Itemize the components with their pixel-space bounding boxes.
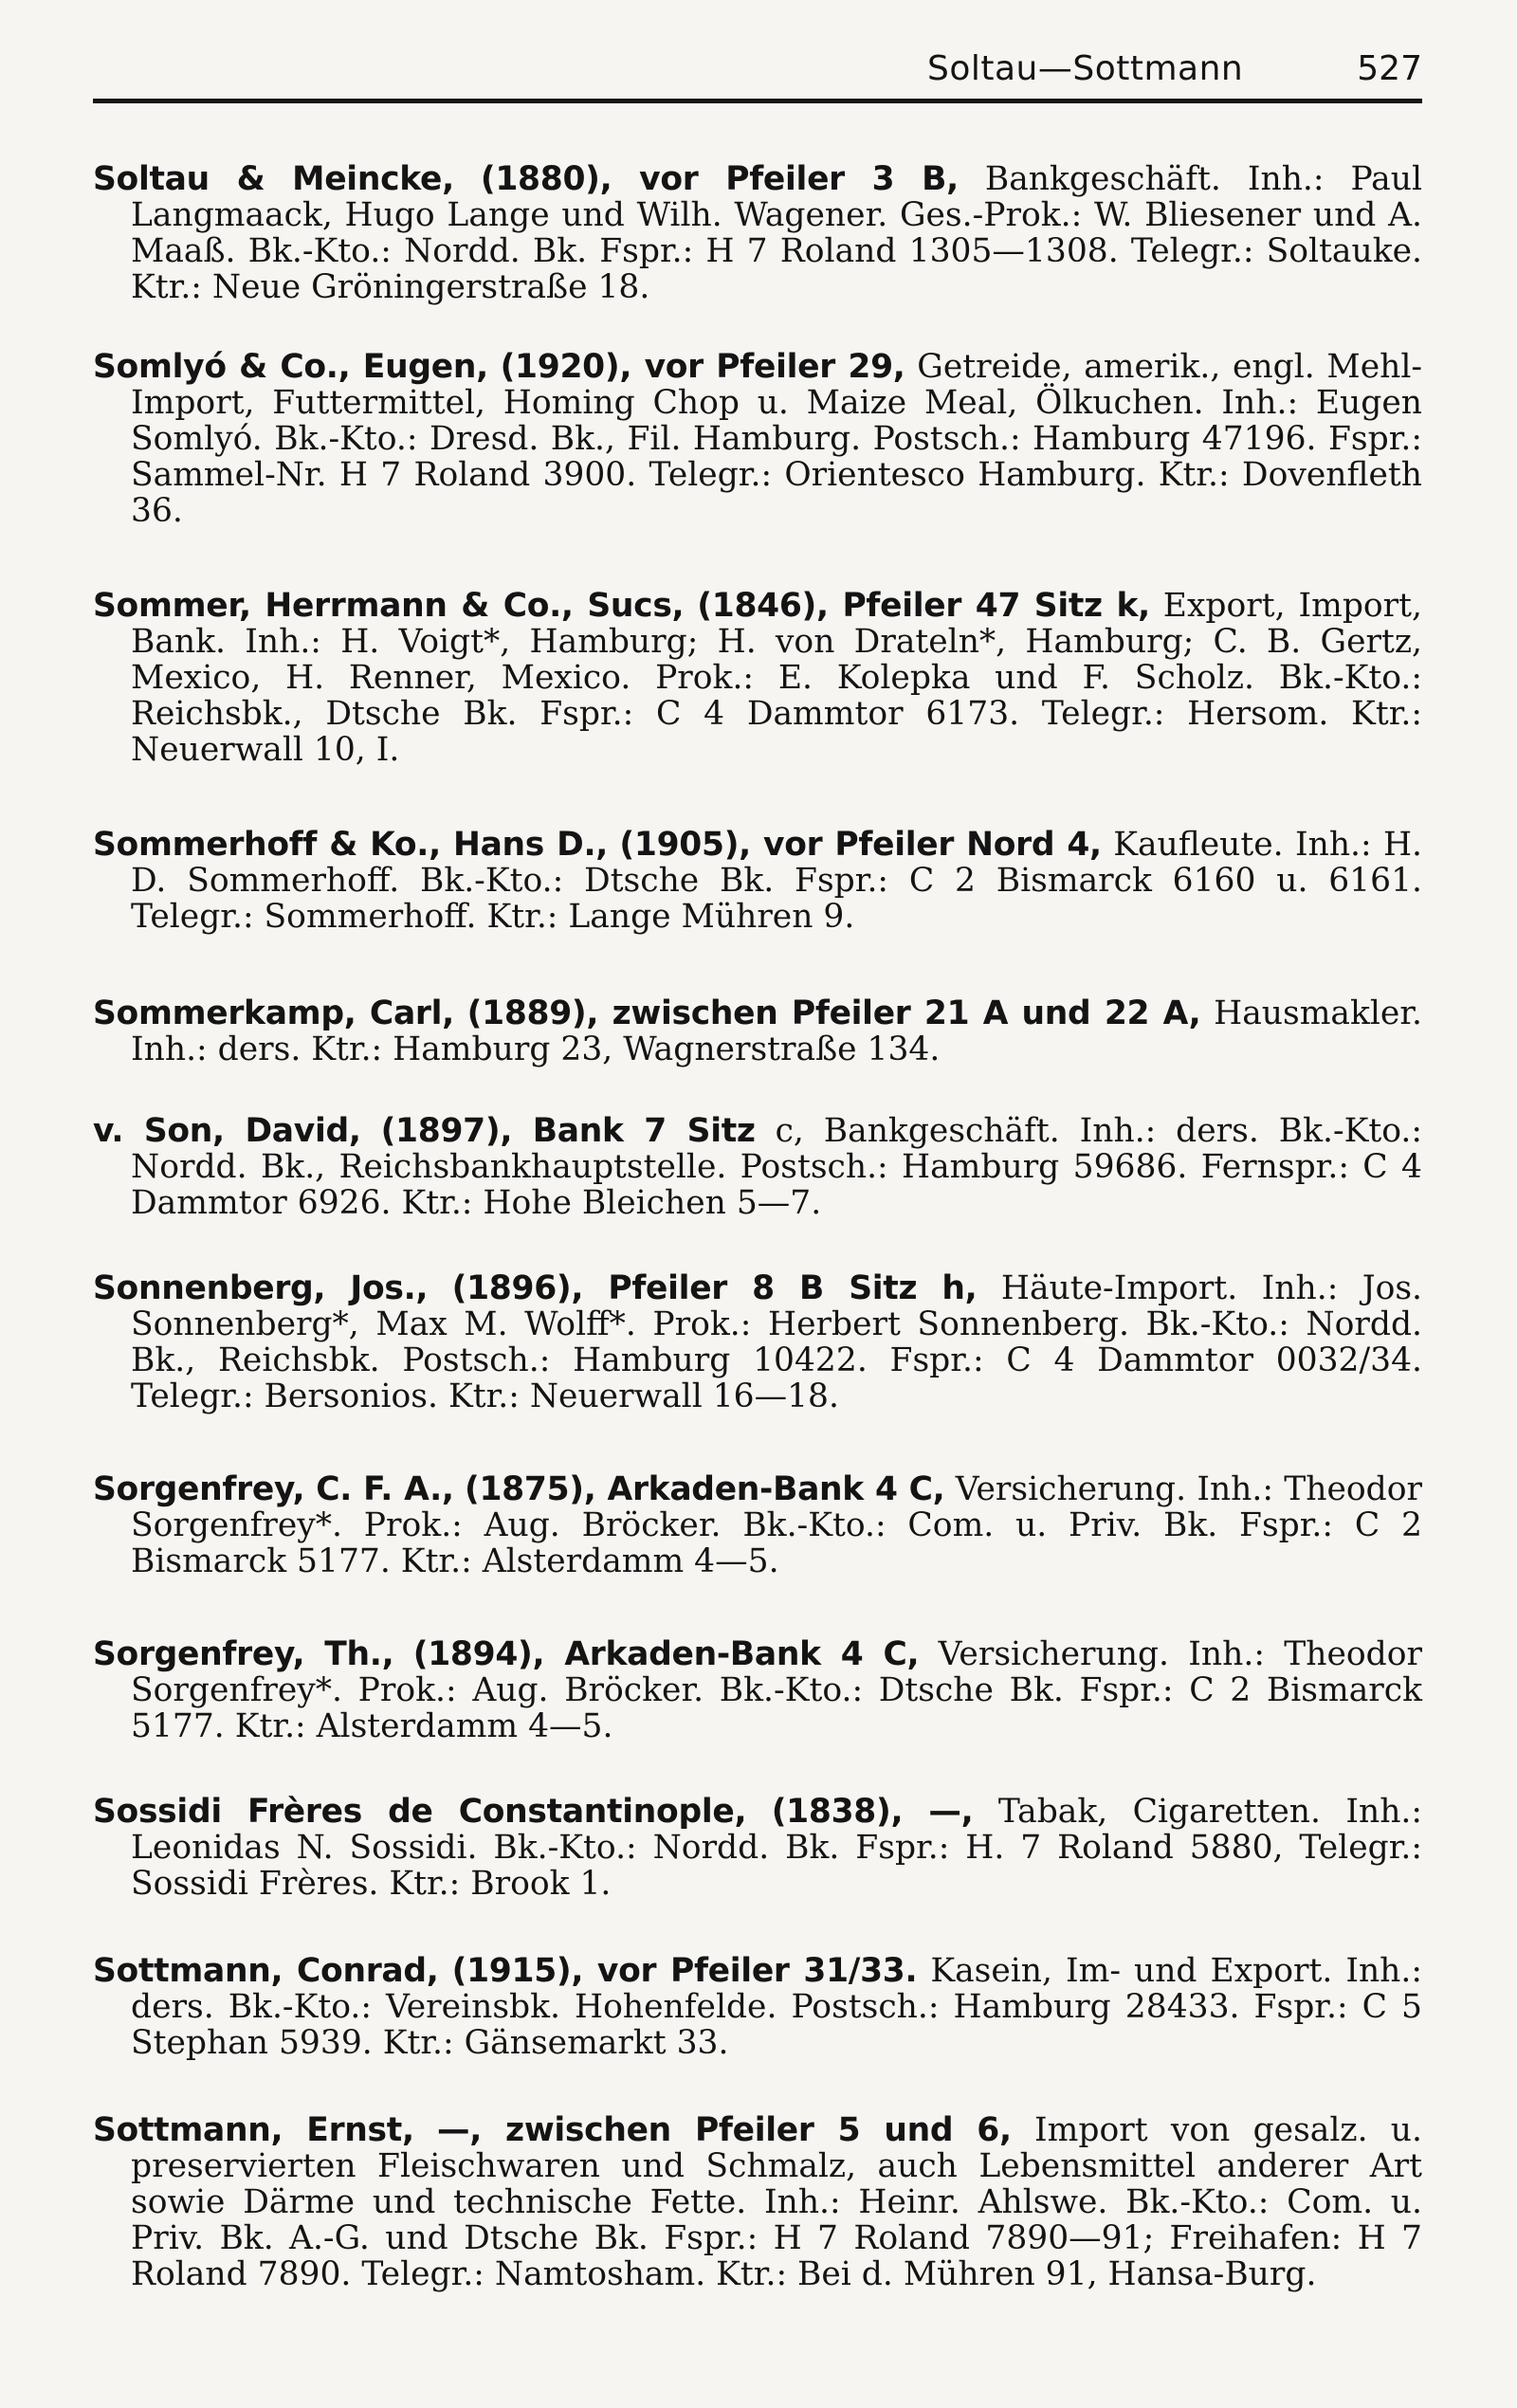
directory-entry — [93, 1636, 1422, 1744]
entry-name: Sommerhoff & Ko., Hans D., — [93, 826, 609, 864]
entry-location: (1880), vor Pfeiler 3 B, — [480, 160, 959, 198]
entry-name: Sonnenberg, Jos., — [93, 1269, 429, 1307]
entry-details: Tabak, Cigaretten. Inh.: Leonidas N. Sossidi. Bk.-Kto.: Nordd. Bk. Fspr.: H. 7 Roland 5880, Telegr.: Sossidi Frères. Ktr.: Brook 1. — [131, 1793, 1423, 1903]
directory-entry — [93, 349, 1422, 529]
header-rule — [93, 99, 1422, 103]
entry-details: Versicherung. Inh.: Theodor Sorgenfrey*. Prok.: Aug. Bröcker. Bk.-Kto.: Dtsche Bk. Fspr.: C 2 Bismarck 5177. Ktr.: Alsterdamm 4—5. — [131, 1635, 1423, 1745]
entry-name: Sossidi Frères de Constantinople, — [93, 1793, 747, 1831]
entry-details: Bankgeschäft. Inh.: Paul Langmaack, Hugo Lange und Wilh. Wagener. Ges.-Prok.: W. Bliesener und A. Maaß. Bk.-Kto.: Nordd. Bk. Fspr.: H 7 Roland 1305—1308. Telegr.: Soltauke. Ktr.: Neue Gröningerstraße 18. — [131, 160, 1422, 306]
entry-details: Häute-Import. Inh.: Jos. Sonnenberg*, Max M. Wolff*. Prok.: Herbert Sonnenberg. Bk.-Kto.: Nordd. Bk., Reichsbk. Postsch.: Hamburg 10422. Fspr.: C 4 Dammtor 0032/34. Telegr.: Bersonios. Ktr.: Neuerwall 16—18. — [131, 1269, 1423, 1415]
page-number: 527 — [1357, 49, 1422, 88]
entry-location: (1915), vor Pfeiler 31/33. — [451, 1952, 918, 1990]
entry-name: Sorgenfrey, C. F. A., — [93, 1470, 454, 1508]
entry-name: v. Son, David, — [93, 1112, 361, 1150]
entry-details: c, Bankgeschäft. Inh.: ders. Bk.-Kto.: Nordd. Bk., Reichsbankhauptstelle. Postsch.: Hamburg 59686. Fernspr.: C 4 Dammtor 6926. Ktr.: Hohe Bleichen 5—7. — [131, 1112, 1423, 1222]
entry-location: (1889), zwischen Pfeiler 21 A und 22 A, — [466, 994, 1201, 1032]
entry-location: (1905), vor Pfeiler Nord 4, — [619, 826, 1102, 864]
directory-entry — [93, 1953, 1422, 2061]
entry-details: Kasein, Im- und Export. Inh.: ders. Bk.-Kto.: Vereinsbk. Hohenfelde. Postsch.: Hamburg 28433. Fspr.: C 5 Stephan 5939. Ktr.: Gänsemarkt 33. — [131, 1952, 1422, 2062]
entry-location: (1894), Arkaden-Bank 4 C, — [412, 1635, 920, 1673]
directory-entry — [93, 827, 1422, 935]
entry-name: Somlyó & Co., Eugen, — [93, 348, 488, 386]
entry-location: (1838), —, — [771, 1793, 974, 1831]
entry-details: Getreide, amerik., engl. Mehl-Import, Futtermittel, Homing Chop u. Maize Meal, Ölkuchen. Inh.: Eugen Somlyó. Bk.-Kto.: Dresd. Bk., Fil. Hamburg. Postsch.: Hamburg 47196. Fspr.: Sammel-Nr. H 7 Roland 3900. Telegr.: Orientesco Hamburg. Ktr.: Dovenfleth 36. — [131, 348, 1423, 530]
entry-name: Sottmann, Ernst, — [93, 2111, 414, 2149]
entry-name: Sorgenfrey, Th., — [93, 1635, 394, 1673]
entry-name: Sommerkamp, Carl, — [93, 994, 454, 1032]
page-header — [93, 46, 1422, 102]
entry-location: (1897), Bank 7 Sitz — [380, 1112, 756, 1150]
entry-location: (1846), Pfeiler 47 Sitz k, — [697, 587, 1150, 625]
directory-entry — [93, 1794, 1422, 1902]
directory-entry — [93, 995, 1422, 1067]
entry-location: (1920), vor Pfeiler 29, — [500, 348, 905, 386]
directory-entry — [93, 588, 1422, 768]
entry-details: Import von gesalz. u. preservierten Fleischwaren und Schmalz, auch Lebensmittel anderer Art sowie Därme und technische Fette. Inh.: Heinr. Ahlswe. Bk.-Kto.: Com. u. Priv. Bk. A.-G. und Dtsche Bk. Fspr.: H 7 Roland 7890—91; Freihafen: H 7 Roland 7890. Telegr.: Namtosham. Ktr.: Bei d. Mühren 91, Hansa-Burg. — [131, 2111, 1422, 2293]
entry-location: (1875), Arkaden-Bank 4 C, — [465, 1470, 945, 1508]
directory-entry — [93, 1270, 1422, 1414]
running-head: Soltau—Sottmann — [927, 49, 1244, 88]
entry-details: Export, Import, Bank. Inh.: H. Voigt*, Hamburg; H. von Drateln*, Hamburg; C. B. Gertz, Mexico, H. Renner, Mexico. Prok.: E. Kolepka und F. Scholz. Bk.-Kto.: Reichsbk., Dtsche Bk. Fspr.: C 4 Dammtor 6173. Telegr.: Hersom. Ktr.: Neuerwall 10, I. — [131, 587, 1423, 769]
entry-details: Hausmakler. Inh.: ders. Ktr.: Hamburg 23, Wagnerstraße 134. — [131, 994, 1423, 1068]
directory-entry — [93, 1471, 1422, 1579]
entry-details: Versicherung. Inh.: Theodor Sorgenfrey*. Prok.: Aug. Bröcker. Bk.-Kto.: Com. u. Priv. Bk. Fspr.: C 2 Bismarck 5177. Ktr.: Alsterdamm 4—5. — [131, 1470, 1423, 1580]
entry-name: Soltau & Meincke, — [93, 160, 454, 198]
entry-location: —, zwischen Pfeiler 5 und 6, — [437, 2111, 1012, 2149]
entry-name: Sottmann, Conrad, — [93, 1952, 439, 1990]
entry-name: Sommer, Herrmann & Co., Sucs, — [93, 587, 685, 625]
directory-entry — [93, 1113, 1422, 1221]
entry-location: (1896), Pfeiler 8 B Sitz h, — [451, 1269, 978, 1307]
directory-entry — [93, 161, 1422, 305]
entry-details: Kaufleute. Inh.: H. D. Sommerhoff. Bk.-Kto.: Dtsche Bk. Fspr.: C 2 Bismarck 6160 u. 6161. Telegr.: Sommerhoff. Ktr.: Lange Mühren 9. — [131, 826, 1423, 936]
directory-entry — [93, 2112, 1422, 2292]
